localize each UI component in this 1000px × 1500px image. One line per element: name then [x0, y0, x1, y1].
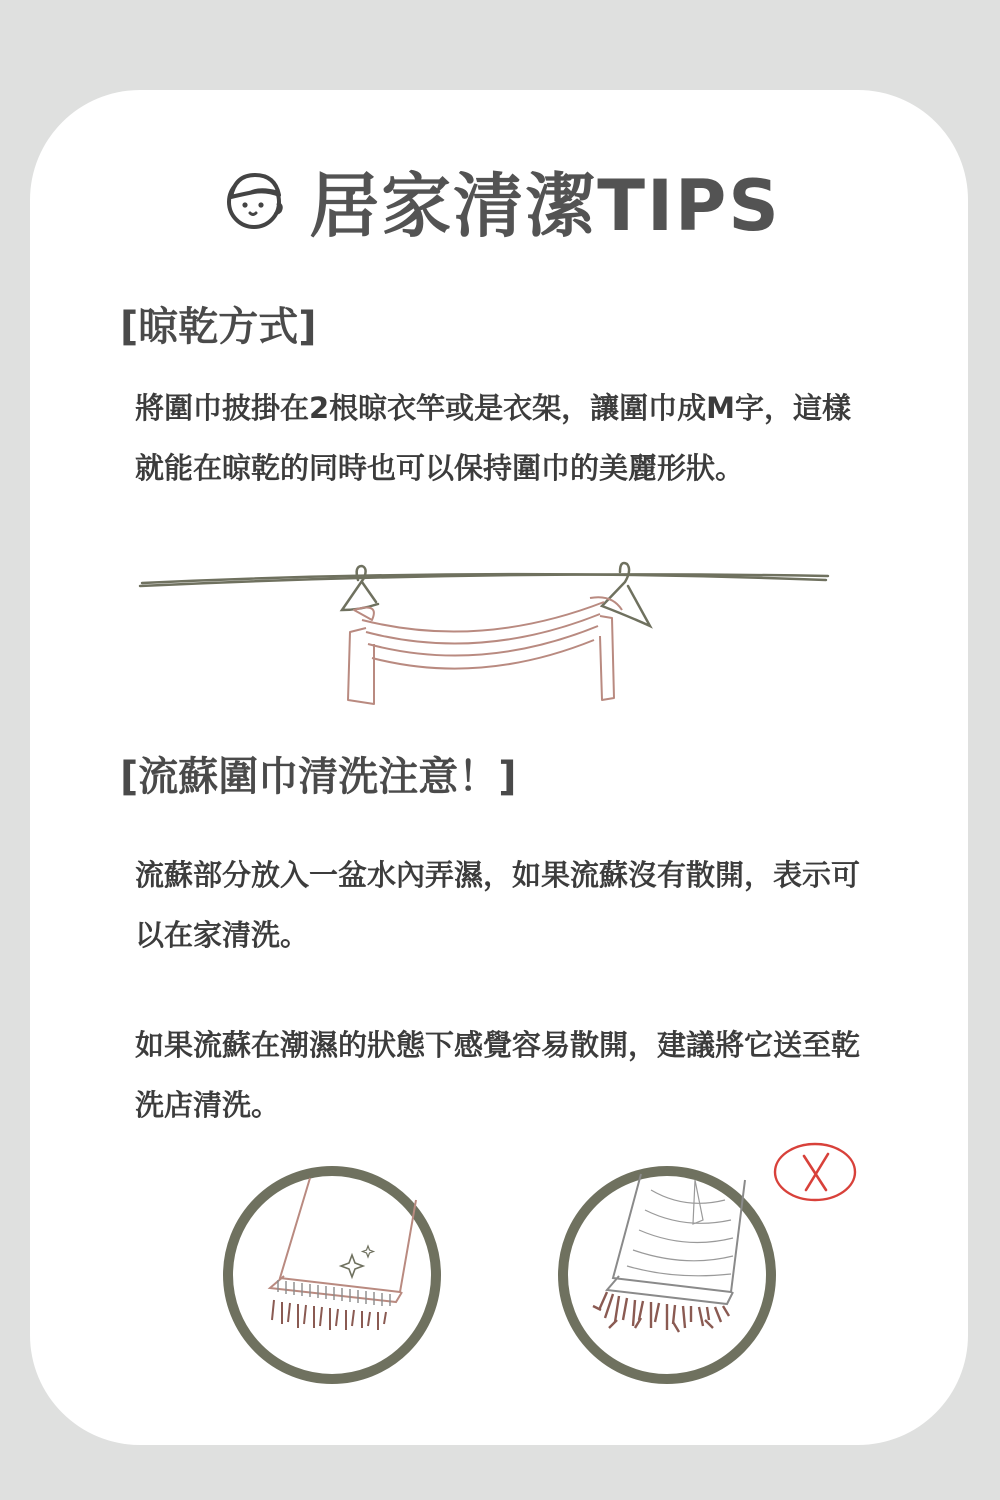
title-row — [0, 150, 1000, 250]
fringe-body-2: 如果流蘇在潮濕的狀態下感覺容易散開，建議將它送至乾洗店清洗。 — [135, 1028, 861, 1122]
frayed-fringe-illustration — [555, 1160, 785, 1390]
red-x-icon — [770, 1140, 860, 1210]
boy-face-icon — [219, 165, 289, 235]
scarf-on-hangers-illustration — [0, 540, 1000, 720]
page-title: 居家清潔TIPS — [309, 164, 781, 247]
fringe-body-1: 流蘇部分放入一盆水內弄濕，如果流蘇沒有散開，表示可以在家清洗。 — [135, 858, 861, 952]
intact-fringe-illustration — [220, 1160, 450, 1390]
drying-heading: [晾乾方式] — [120, 304, 317, 350]
drying-body: 將圍巾披掛在2根晾衣竿或是衣架，讓圍巾成M字，這樣就能在晾乾的同時也可以保持圍巾的美麗形狀。 — [135, 391, 852, 485]
fringe-heading: [流蘇圍巾清洗注意！] — [120, 754, 517, 800]
